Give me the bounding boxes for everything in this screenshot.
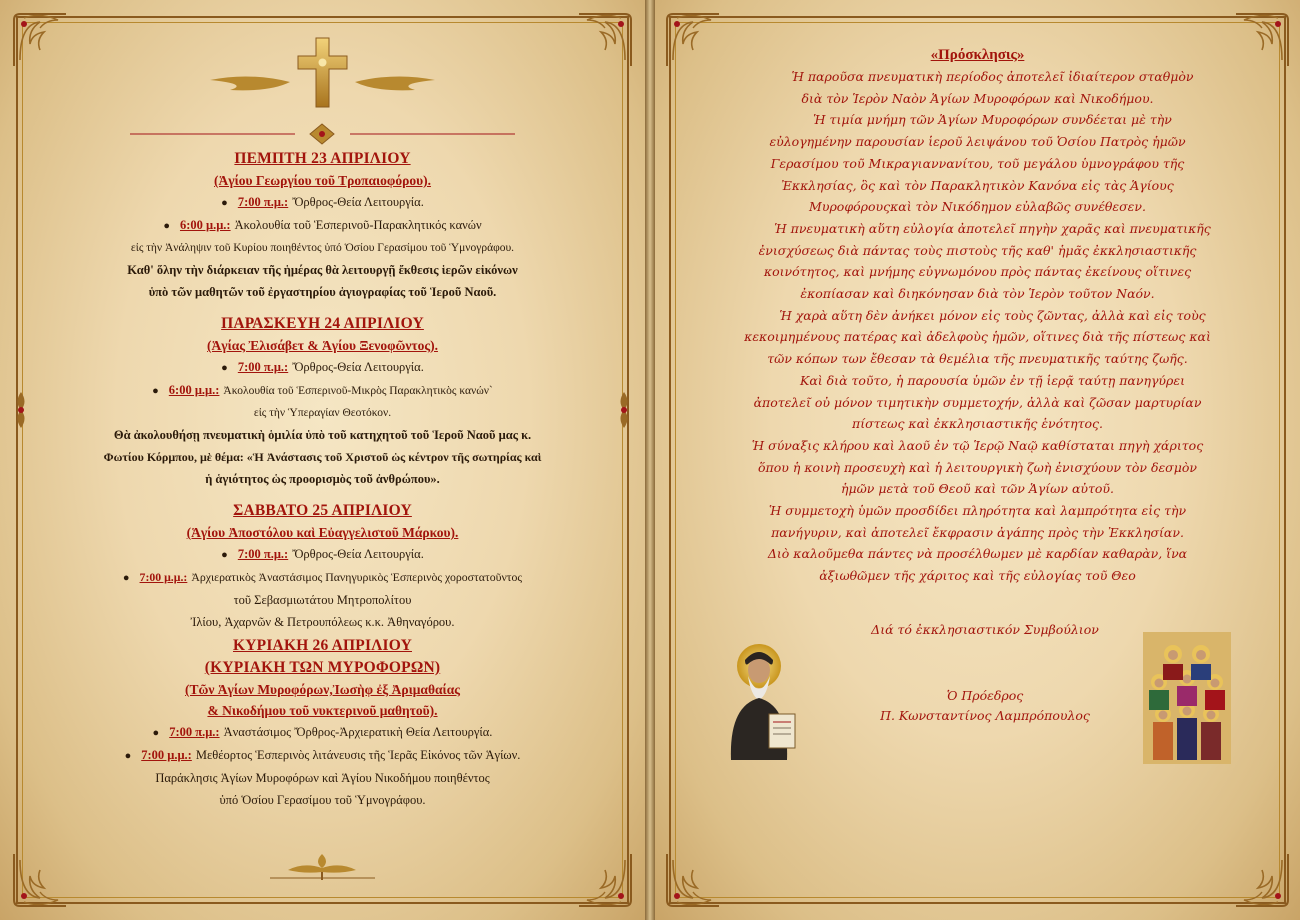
event-text: Ἀκολουθία τοῦ Ἑσπερινοῦ-Παρακλητικός κανών [234, 218, 482, 232]
bottom-fleur-ornament-icon [270, 852, 375, 882]
page-gutter [645, 0, 655, 920]
event-time: 7:00 μ.μ.: [139, 570, 188, 584]
event-text: Ἀρχιερατικὸς Ἀναστάσιμος Πανηγυρικὸς Ἑσπερινὸς χοροστατοῦντος [191, 570, 523, 584]
day-subtitle: (ΚΥΡΙΑΚΗ ΤΩΝ ΜΥΡΟΦΟΡΩΝ) [204, 659, 441, 676]
day-note: Φωτίου Κόρμπου, μὲ θέμα: «Ἡ Ἀνάστασις τοῦ Χριστοῦ ὡς κέντρον τῆς σωτηρίας καὶ [103, 450, 542, 464]
council-signature-line: Διά τό ἐκκλησιαστικόν Συμβούλιον [871, 622, 1099, 637]
event-text: Ἀκολουθία τοῦ Ἑσπερινοῦ-Μικρὸς Παρακλητικὸς κανών` [223, 385, 493, 397]
event-time: 6:00 μ.μ.: [179, 218, 231, 232]
invitation-title: «Πρόσκλησις» [930, 47, 1025, 63]
invitation-line: Γερασίμου τοῦ Μικραγιαννανίτου, τοῦ μεγάλου ὑμνογράφου τῆς [770, 155, 1185, 171]
event-line: ● 7:00 π.μ.: Ὄρθρος-Θεία Λειτουργία. [221, 547, 424, 561]
day-subtitle: (Ἁγίας Ἐλισάβετ & Ἁγίου Ξενοφῶντος). [207, 338, 438, 353]
event-line: ● 7:00 π.μ.: Ὄρθρος-Θεία Λειτουργία. [221, 195, 424, 209]
invitation-line: κεκοιμημένους πατέρας καὶ ἀδελφοὺς ἡμῶν, οἵτινες διὰ τῆς πίστεως καὶ [744, 329, 1211, 345]
day-title: ΣΑΒΒΑΤΟ 25 ΑΠΡΙΛΙΟΥ [233, 502, 412, 519]
invitation-line: Ἡ συμμετοχὴ ὑμῶν προσδίδει πληρότητα καὶ λαμπρότητα εἰς τὴν [768, 503, 1187, 519]
event-line: ● 7:00 μ.μ.: Μεθέορτος Ἑσπερινὸς λιτάνευσις τῆς Ἱερᾶς Εἰκόνος τῶν Ἁγίων. [124, 748, 521, 762]
day-title: ΠΑΡΑΣΚΕΥΗ 24 ΑΠΡΙΛΙΟΥ [221, 315, 424, 332]
day-title: ΚΥΡΙΑΚΗ 26 ΑΠΡΙΛΙΟΥ [233, 637, 412, 654]
invitation-line: κοινότητος, καὶ μνήμης εὐγνωμόνου πρὸς πάντας ἐκείνους οἵτινες [763, 264, 1192, 280]
president-signature [785, 686, 1185, 726]
day-note: Θὰ ἀκολουθήσῃ πνευματικὴ ὁμιλία ὑπὸ τοῦ κατηχητοῦ τοῦ Ἱεροῦ Ναοῦ μας κ. [113, 428, 532, 442]
event-continuation: Παράκλησις Ἁγίων Μυροφόρων καὶ Ἁγίου Νικοδήμου ποιηθέντος [155, 771, 490, 785]
day-saturday [50, 500, 595, 633]
invitation-line: Ἐκκλησίας, ὃς καὶ τὸν Παρακλητικὸν Κανόνα εἰς τὰς Ἁγίους [781, 177, 1174, 193]
invitation-letter [695, 44, 1260, 587]
invitation-line: Ἡ χαρὰ αὕτη δὲν ἀνήκει μόνον εἰς τοὺς ζῶντας, ἀλλὰ καὶ εἰς τοὺς [779, 307, 1206, 323]
invitation-line: Ἡ παροῦσα πνευματικὴ περίοδος ἀποτελεῖ ἰδιαίτερον σταθμὸν [791, 69, 1194, 84]
left-page [0, 0, 645, 920]
program-schedule [50, 148, 595, 813]
event-line: ● 6:00 μ.μ.: Ἀκολουθία τοῦ Ἑσπερινοῦ-Παρακλητικός κανών [163, 218, 482, 232]
invitation-line: ἀποτελεῖ οὐ μόνον τιμητικὴν συμμετοχήν, ἀλλὰ καὶ ζῶσαν μαρτυρίαν [753, 394, 1202, 410]
day-subtitle: (Ἁγίου Ἀποστόλου καὶ Εὐαγγελιστοῦ Μάρκου). [186, 525, 459, 540]
corner-ornament-icon [10, 850, 70, 910]
event-line: ● 6:00 μ.μ.: Ἀκολουθία τοῦ Ἑσπερινοῦ-Μικρὸς Παρακλητικὸς κανών` [152, 383, 493, 397]
cross-icon [190, 32, 455, 112]
event-text: Ἀναστάσιμος Ὄρθρος-Ἀρχιερατικὴ Θεία Λειτουργία. [223, 725, 493, 739]
invitation-line: πανήγυριν, καὶ ἀποτελεῖ ἔκφρασιν ἀγάπης πρὸς τὴν Ἐκκλησίαν. [771, 524, 1184, 540]
event-continuation: τοῦ Σεβασμιωτάτου Μητροπολίτου [233, 593, 412, 607]
day-friday [50, 313, 595, 490]
day-title: ΠΕΜΠΤΗ 23 ΑΠΡΙΛΙΟΥ [234, 150, 411, 167]
invitation-line: εὐλογημένην παρουσίαν ἱεροῦ λειψάνου τοῦ Ὁσίου Πατρὸς ἡμῶν [769, 134, 1186, 150]
event-text: Ὄρθρος-Θεία Λειτουργία. [292, 195, 424, 209]
event-time: 7:00 π.μ.: [169, 725, 220, 739]
day-note: ὑπὸ τῶν μαθητῶν τοῦ ἐργαστηρίου ἁγιογραφίας τοῦ Ἱεροῦ Ναοῦ. [148, 285, 497, 299]
day-note: ἡ ἁγιότητος ὡς προορισμὸς τοῦ ἀνθρώπου». [205, 472, 440, 486]
invitation-line: πίστεως καὶ ἐκκλησιαστικῆς ἑνότητος. [851, 416, 1103, 432]
day-thursday [50, 148, 595, 303]
invitation-line: Ἡ πνευματικὴ αὕτη εὐλογία ἀποτελεῖ πηγὴν χαρᾶς καὶ πνευματικῆς [774, 220, 1211, 236]
event-continuation: εἰς τὴν Ἀνάληψιν τοῦ Κυρίου ποιηθέντος ὑπό Ὁσίου Γερασίμου τοῦ Ὑμνογράφου. [130, 242, 515, 254]
event-time: 7:00 π.μ.: [237, 547, 289, 561]
invitation-line: ἐνισχύσεως διὰ πάντας τοὺς πιστοὺς τῆς καθ' ἡμᾶς ἐκκλησιαστικῆς [758, 242, 1197, 258]
corner-ornament-icon [1232, 850, 1292, 910]
corner-ornament-icon [663, 850, 723, 910]
day-note: Καθ' ὅλην τὴν διάρκειαν τῆς ἡμέρας θὰ λειτουργῇ ἔκθεσις ἱερῶν εἰκόνων [127, 263, 518, 277]
saint-gerasimos-icon [721, 640, 807, 760]
invitation-line: τῶν κόπων των ἔθεσαν τὰ θεμέλια τῆς πνευματικῆς ταύτης ζωῆς. [767, 351, 1188, 367]
invitation-line: ἡμῶν μετὰ τοῦ Θεοῦ καὶ τῶν Ἁγίων αὐτοῦ. [840, 481, 1115, 497]
invitation-line: ὅπου ἡ κοινὴ προσευχὴ καὶ ἡ λειτουργικὴ ζωὴ ἐνισχύουν τὸν δεσμὸν [758, 459, 1197, 475]
president-title: Ὁ Πρόεδρος [946, 688, 1024, 703]
day-sunday [50, 635, 595, 811]
fleur-ornament-icon [611, 390, 637, 430]
event-continuation: ὑπό Ὁσίου Γερασίμου τοῦ Ὑμνογράφου. [219, 793, 426, 807]
event-text: Ὄρθρος-Θεία Λειτουργία. [292, 360, 424, 374]
corner-ornament-icon [575, 10, 635, 70]
day-subtitle: (Τῶν Ἁγίων Μυροφόρων,Ἰωσὴφ ἐξ Ἀριμαθαίας [185, 682, 460, 697]
president-name: Π. Κωνσταντίνος Λαμπρόπουλος [880, 708, 1090, 723]
event-text: Ὄρθρος-Θεία Λειτουργία. [292, 547, 424, 561]
event-time: 7:00 π.μ.: [237, 360, 289, 374]
invitation-line: Ἡ σύναξις κλήρου καὶ λαοῦ ἐν τῷ Ἱερῷ Ναῷ καθίσταται πηγὴ χάριτος [751, 437, 1204, 453]
event-line: ● 7:00 π.μ.: Ἀναστάσιμος Ὄρθρος-Ἀρχιερατικὴ Θεία Λειτουργία. [152, 725, 493, 739]
invitation-line: ἐκοπίασαν καὶ διηκόνησαν διὰ τὸν Ἱερὸν τοῦτον Ναόν. [800, 286, 1155, 302]
invitation-line: ἀξιωθῶμεν τῆς χάριτος καὶ τῆς εὐλογίας τοῦ Θεο [819, 568, 1136, 584]
corner-ornament-icon [10, 10, 70, 70]
event-line: ● 7:00 μ.μ.: Ἀρχιερατικὸς Ἀναστάσιμος Πανηγυρικὸς Ἑσπερινὸς χοροστατοῦντος [122, 570, 523, 584]
invitation-line: Μυροφόρουςκαὶ τὸν Νικόδημον εὐλαβῶς συνέθεσεν. [809, 199, 1146, 215]
invitation-line: Καὶ διὰ τοῦτο, ἡ παρουσία ὑμῶν ἐν τῇ ἱερᾷ ταύτῃ πανηγύρει [800, 372, 1185, 388]
invitation-line: Ἡ τιμία μνήμη τῶν Ἁγίων Μυροφόρων συνδέεται μὲ τὴν [813, 112, 1172, 128]
invitation-body [695, 66, 1260, 587]
myrrhbearers-icon [1143, 632, 1231, 764]
fleur-ornament-icon [8, 390, 34, 430]
event-time: 7:00 π.μ.: [237, 195, 289, 209]
day-subtitle: (Ἁγίου Γεωργίου τοῦ Τροπαιοφόρου). [214, 173, 431, 188]
event-text: Μεθέορτος Ἑσπερινὸς λιτάνευσις τῆς Ἱερᾶς Εἰκόνος τῶν Ἁγίων. [195, 748, 521, 762]
event-time: 6:00 μ.μ.: [168, 383, 220, 397]
invitation-line: Διὸ καλοῦμεθα πάντες νὰ προσέλθωμεν μὲ καρδίαν καθαρὰν, ἵνα [767, 546, 1188, 562]
event-continuation: Ἰλίου, Ἀχαρνῶν & Πετρουπόλεως κ.κ. Ἀθηναγόρου. [190, 615, 455, 629]
corner-ornament-icon [575, 850, 635, 910]
day-subtitle: & Νικοδήμου τοῦ νυκτερινοῦ μαθητοῦ). [207, 703, 438, 718]
right-page [655, 0, 1300, 920]
event-line: ● 7:00 π.μ.: Ὄρθρος-Θεία Λειτουργία. [221, 360, 424, 374]
divider-ornament-icon [130, 122, 515, 146]
event-time: 7:00 μ.μ.: [141, 748, 192, 762]
event-continuation: εἰς τὴν Ὑπεραγίαν Θεοτόκον. [253, 407, 392, 419]
invitation-line: διὰ τὸν Ἱερὸν Ναὸν Ἁγίων Μυροφόρων καὶ Νικοδήμου. [801, 90, 1154, 106]
